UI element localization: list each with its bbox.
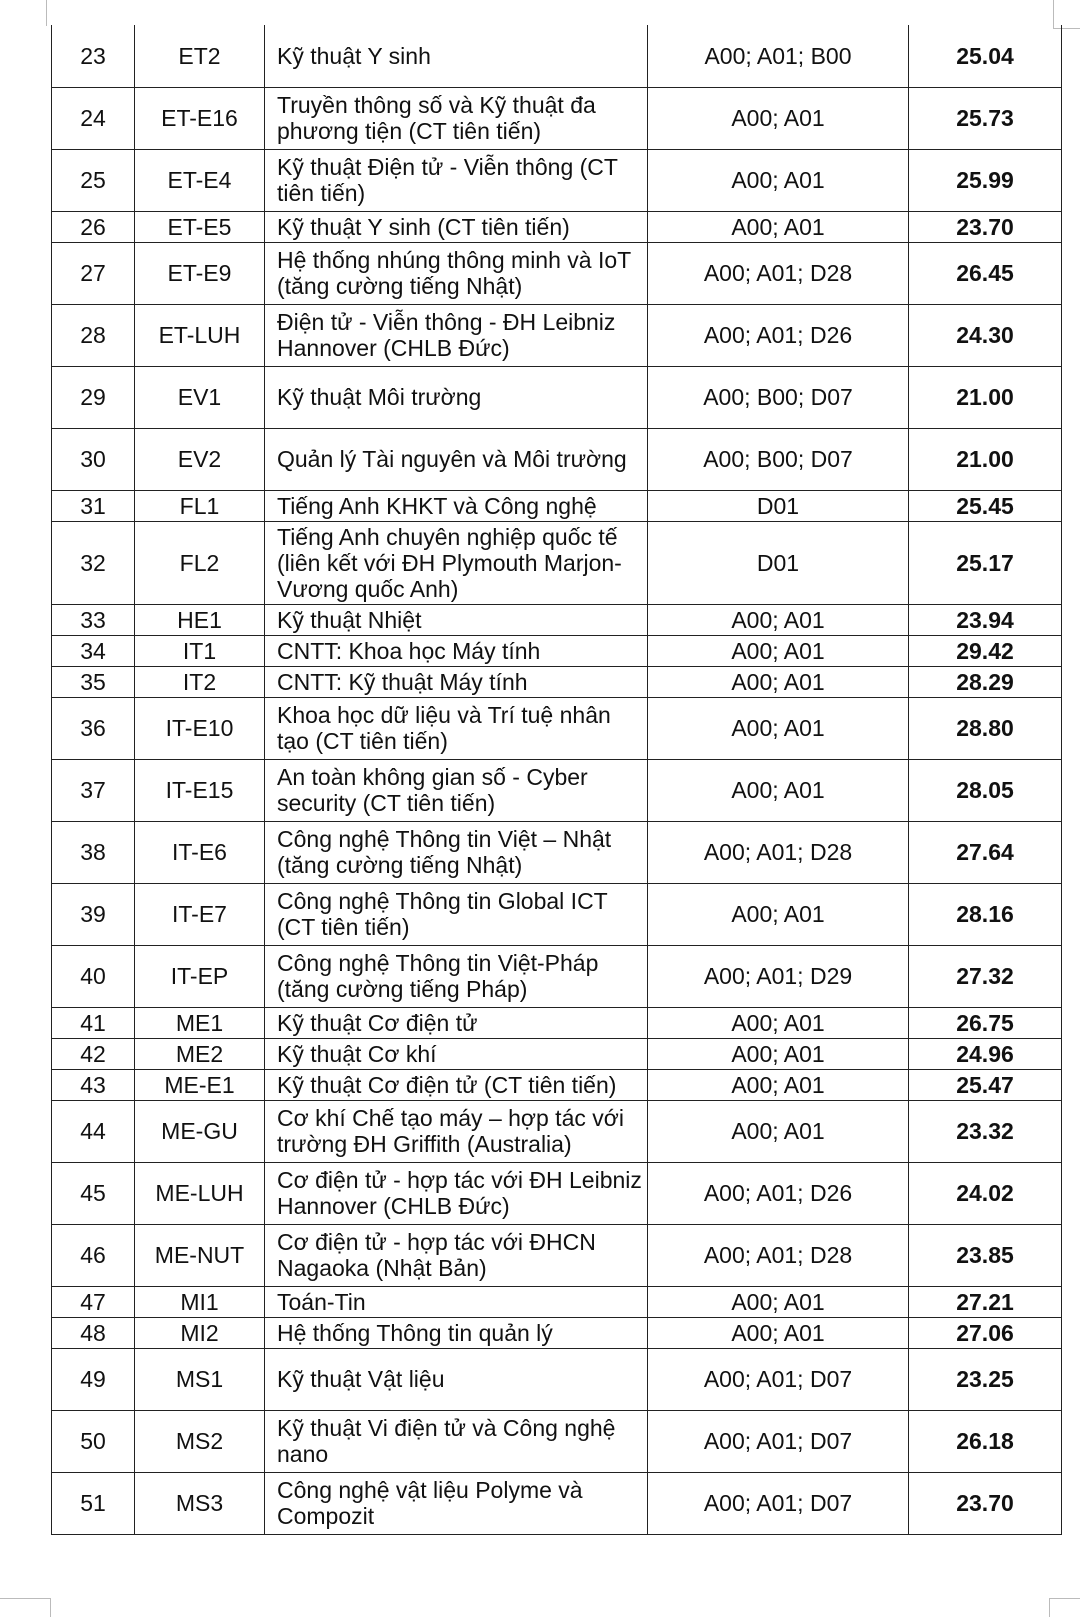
- table-row: [52, 490, 1062, 521]
- cutoff-score-cell: 25.04: [909, 25, 1062, 87]
- major-code-cell: ME-E1: [135, 1069, 265, 1100]
- subject-combination-cell: A00; A01: [648, 759, 909, 821]
- table-row: [52, 821, 1062, 883]
- major-name-cell: CNTT: Khoa học Máy tính: [265, 635, 648, 666]
- table-row: [52, 211, 1062, 242]
- major-code-cell: ME-GU: [135, 1100, 265, 1162]
- table-row: [52, 521, 1062, 604]
- major-name-cell: Kỹ thuật Điện tử - Viễn thông (CT tiên tiến): [265, 149, 648, 211]
- cutoff-score-cell: 25.99: [909, 149, 1062, 211]
- row-number-cell: 42: [52, 1038, 135, 1069]
- cutoff-score-cell: 25.17: [909, 521, 1062, 604]
- row-number-cell: 48: [52, 1317, 135, 1348]
- major-code-cell: IT-E6: [135, 821, 265, 883]
- table-row: [52, 1224, 1062, 1286]
- row-number-cell: 37: [52, 759, 135, 821]
- table-row: [52, 604, 1062, 635]
- subject-combination-cell: A00; A01; D28: [648, 1224, 909, 1286]
- major-code-cell: ME-LUH: [135, 1162, 265, 1224]
- major-name-cell: Kỹ thuật Nhiệt: [265, 604, 648, 635]
- table-row: [52, 1410, 1062, 1472]
- subject-combination-cell: A00; A01; B00: [648, 25, 909, 87]
- major-code-cell: ME1: [135, 1007, 265, 1038]
- major-name-cell: Kỹ thuật Y sinh: [265, 25, 648, 87]
- row-number-cell: 40: [52, 945, 135, 1007]
- row-number-cell: 44: [52, 1100, 135, 1162]
- major-code-cell: ET-E16: [135, 87, 265, 149]
- subject-combination-cell: A00; A01: [648, 149, 909, 211]
- subject-combination-cell: A00; A01; D29: [648, 945, 909, 1007]
- major-code-cell: EV1: [135, 366, 265, 428]
- cutoff-score-cell: 26.45: [909, 242, 1062, 304]
- cutoff-score-cell: 28.80: [909, 697, 1062, 759]
- major-code-cell: ET-LUH: [135, 304, 265, 366]
- major-name-cell: Cơ điện tử - hợp tác với ĐHCN Nagaoka (Nhật Bản): [265, 1224, 648, 1286]
- major-code-cell: HE1: [135, 604, 265, 635]
- cutoff-score-cell: 28.05: [909, 759, 1062, 821]
- major-name-cell: Công nghệ Thông tin Việt – Nhật (tăng cường tiếng Nhật): [265, 821, 648, 883]
- row-number-cell: 35: [52, 666, 135, 697]
- subject-combination-cell: A00; A01; D07: [648, 1410, 909, 1472]
- cutoff-score-cell: 24.02: [909, 1162, 1062, 1224]
- table-row: [52, 666, 1062, 697]
- table-row: [52, 428, 1062, 490]
- row-number-cell: 41: [52, 1007, 135, 1038]
- cutoff-score-cell: 25.47: [909, 1069, 1062, 1100]
- subject-combination-cell: A00; A01: [648, 604, 909, 635]
- cutoff-score-cell: 23.94: [909, 604, 1062, 635]
- cutoff-score-cell: 27.64: [909, 821, 1062, 883]
- row-number-cell: 34: [52, 635, 135, 666]
- subject-combination-cell: A00; A01: [648, 1100, 909, 1162]
- table-row: [52, 304, 1062, 366]
- subject-combination-cell: A00; A01: [648, 1069, 909, 1100]
- page-corner-mark-bottom-left: [0, 1598, 51, 1617]
- major-code-cell: EV2: [135, 428, 265, 490]
- major-code-cell: IT1: [135, 635, 265, 666]
- major-code-cell: IT-E15: [135, 759, 265, 821]
- row-number-cell: 36: [52, 697, 135, 759]
- major-code-cell: MS3: [135, 1472, 265, 1534]
- page-corner-mark-bottom-right: [1049, 1598, 1080, 1617]
- subject-combination-cell: A00; A01; D07: [648, 1472, 909, 1534]
- subject-combination-cell: A00; A01; D28: [648, 242, 909, 304]
- cutoff-score-cell: 27.32: [909, 945, 1062, 1007]
- major-code-cell: IT-E7: [135, 883, 265, 945]
- major-code-cell: ET-E9: [135, 242, 265, 304]
- major-code-cell: FL1: [135, 490, 265, 521]
- major-code-cell: ET-E5: [135, 211, 265, 242]
- major-code-cell: ME2: [135, 1038, 265, 1069]
- row-number-cell: 25: [52, 149, 135, 211]
- major-name-cell: Tiếng Anh chuyên nghiệp quốc tế (liên kết với ĐH Plymouth Marjon-Vương quốc Anh): [265, 521, 648, 604]
- table-row: [52, 1317, 1062, 1348]
- table-row: [52, 697, 1062, 759]
- row-number-cell: 23: [52, 25, 135, 87]
- major-code-cell: IT-E10: [135, 697, 265, 759]
- major-name-cell: Công nghệ vật liệu Polyme và Compozit: [265, 1472, 648, 1534]
- row-number-cell: 30: [52, 428, 135, 490]
- cutoff-score-cell: 28.16: [909, 883, 1062, 945]
- subject-combination-cell: A00; A01: [648, 666, 909, 697]
- cutoff-score-cell: 23.25: [909, 1348, 1062, 1410]
- cutoff-score-cell: 24.96: [909, 1038, 1062, 1069]
- subject-combination-cell: A00; A01: [648, 1317, 909, 1348]
- row-number-cell: 29: [52, 366, 135, 428]
- table-row: [52, 635, 1062, 666]
- row-number-cell: 39: [52, 883, 135, 945]
- row-number-cell: 51: [52, 1472, 135, 1534]
- major-name-cell: Công nghệ Thông tin Việt-Pháp (tăng cường tiếng Pháp): [265, 945, 648, 1007]
- cutoff-score-cell: 26.75: [909, 1007, 1062, 1038]
- major-code-cell: IT2: [135, 666, 265, 697]
- cutoff-score-cell: 29.42: [909, 635, 1062, 666]
- cutoff-score-cell: 21.00: [909, 366, 1062, 428]
- major-name-cell: Hệ thống Thông tin quản lý: [265, 1317, 648, 1348]
- table-row: [52, 1069, 1062, 1100]
- subject-combination-cell: A00; A01: [648, 697, 909, 759]
- table-row: [52, 759, 1062, 821]
- table-body: [52, 25, 1062, 1534]
- row-number-cell: 33: [52, 604, 135, 635]
- table-row: [52, 1348, 1062, 1410]
- row-number-cell: 47: [52, 1286, 135, 1317]
- row-number-cell: 43: [52, 1069, 135, 1100]
- cutoff-score-cell: 28.29: [909, 666, 1062, 697]
- subject-combination-cell: A00; A01: [648, 1286, 909, 1317]
- table-row: [52, 1286, 1062, 1317]
- subject-combination-cell: A00; A01; D07: [648, 1348, 909, 1410]
- admission-scores-table: [51, 25, 1062, 1535]
- row-number-cell: 46: [52, 1224, 135, 1286]
- table-row: [52, 1162, 1062, 1224]
- cutoff-score-cell: 23.70: [909, 1472, 1062, 1534]
- cutoff-score-cell: 23.70: [909, 211, 1062, 242]
- major-name-cell: Hệ thống nhúng thông minh và IoT (tăng cường tiếng Nhật): [265, 242, 648, 304]
- major-name-cell: Kỹ thuật Cơ khí: [265, 1038, 648, 1069]
- row-number-cell: 28: [52, 304, 135, 366]
- subject-combination-cell: D01: [648, 521, 909, 604]
- major-name-cell: Quản lý Tài nguyên và Môi trường: [265, 428, 648, 490]
- row-number-cell: 45: [52, 1162, 135, 1224]
- major-name-cell: Công nghệ Thông tin Global ICT (CT tiên tiến): [265, 883, 648, 945]
- major-code-cell: MI2: [135, 1317, 265, 1348]
- major-code-cell: MS1: [135, 1348, 265, 1410]
- major-code-cell: MS2: [135, 1410, 265, 1472]
- row-number-cell: 27: [52, 242, 135, 304]
- table-row: [52, 366, 1062, 428]
- major-name-cell: Kỹ thuật Vật liệu: [265, 1348, 648, 1410]
- page-corner-mark-top-left: [0, 0, 47, 26]
- major-name-cell: Kỹ thuật Y sinh (CT tiên tiến): [265, 211, 648, 242]
- subject-combination-cell: A00; A01: [648, 1038, 909, 1069]
- subject-combination-cell: A00; A01; D26: [648, 1162, 909, 1224]
- major-code-cell: MI1: [135, 1286, 265, 1317]
- table-row: [52, 1007, 1062, 1038]
- major-name-cell: Kỹ thuật Môi trường: [265, 366, 648, 428]
- major-name-cell: Khoa học dữ liệu và Trí tuệ nhân tạo (CT tiên tiến): [265, 697, 648, 759]
- cutoff-score-cell: 23.32: [909, 1100, 1062, 1162]
- table-row: [52, 25, 1062, 87]
- subject-combination-cell: A00; A01: [648, 211, 909, 242]
- subject-combination-cell: A00; B00; D07: [648, 428, 909, 490]
- major-name-cell: Toán-Tin: [265, 1286, 648, 1317]
- cutoff-score-cell: 26.18: [909, 1410, 1062, 1472]
- major-name-cell: CNTT: Kỹ thuật Máy tính: [265, 666, 648, 697]
- cutoff-score-cell: 27.21: [909, 1286, 1062, 1317]
- row-number-cell: 26: [52, 211, 135, 242]
- row-number-cell: 31: [52, 490, 135, 521]
- subject-combination-cell: A00; B00; D07: [648, 366, 909, 428]
- row-number-cell: 32: [52, 521, 135, 604]
- major-name-cell: Cơ điện tử - hợp tác với ĐH Leibniz Hannover (CHLB Đức): [265, 1162, 648, 1224]
- table-row: [52, 883, 1062, 945]
- major-name-cell: Điện tử - Viễn thông - ĐH Leibniz Hannover (CHLB Đức): [265, 304, 648, 366]
- row-number-cell: 38: [52, 821, 135, 883]
- subject-combination-cell: A00; A01: [648, 1007, 909, 1038]
- major-name-cell: Kỹ thuật Cơ điện tử (CT tiên tiến): [265, 1069, 648, 1100]
- major-name-cell: An toàn không gian số - Cyber security (CT tiên tiến): [265, 759, 648, 821]
- cutoff-score-cell: 21.00: [909, 428, 1062, 490]
- subject-combination-cell: A00; A01: [648, 635, 909, 666]
- major-name-cell: Kỹ thuật Vi điện tử và Công nghệ nano: [265, 1410, 648, 1472]
- row-number-cell: 50: [52, 1410, 135, 1472]
- major-name-cell: Kỹ thuật Cơ điện tử: [265, 1007, 648, 1038]
- subject-combination-cell: D01: [648, 490, 909, 521]
- row-number-cell: 24: [52, 87, 135, 149]
- row-number-cell: 49: [52, 1348, 135, 1410]
- cutoff-score-cell: 27.06: [909, 1317, 1062, 1348]
- major-code-cell: IT-EP: [135, 945, 265, 1007]
- subject-combination-cell: A00; A01: [648, 87, 909, 149]
- cutoff-score-cell: 24.30: [909, 304, 1062, 366]
- major-code-cell: FL2: [135, 521, 265, 604]
- major-name-cell: Truyền thông số và Kỹ thuật đa phương tiện (CT tiên tiến): [265, 87, 648, 149]
- table-row: [52, 87, 1062, 149]
- major-code-cell: ME-NUT: [135, 1224, 265, 1286]
- major-name-cell: Cơ khí Chế tạo máy – hợp tác với trường ĐH Griffith (Australia): [265, 1100, 648, 1162]
- subject-combination-cell: A00; A01: [648, 883, 909, 945]
- table-row: [52, 1100, 1062, 1162]
- table-row: [52, 149, 1062, 211]
- table-row: [52, 242, 1062, 304]
- cutoff-score-cell: 23.85: [909, 1224, 1062, 1286]
- major-code-cell: ET2: [135, 25, 265, 87]
- table-row: [52, 1038, 1062, 1069]
- major-name-cell: Tiếng Anh KHKT và Công nghệ: [265, 490, 648, 521]
- cutoff-score-cell: 25.45: [909, 490, 1062, 521]
- subject-combination-cell: A00; A01; D28: [648, 821, 909, 883]
- major-code-cell: ET-E4: [135, 149, 265, 211]
- cutoff-score-cell: 25.73: [909, 87, 1062, 149]
- table-row: [52, 1472, 1062, 1534]
- subject-combination-cell: A00; A01; D26: [648, 304, 909, 366]
- table-row: [52, 945, 1062, 1007]
